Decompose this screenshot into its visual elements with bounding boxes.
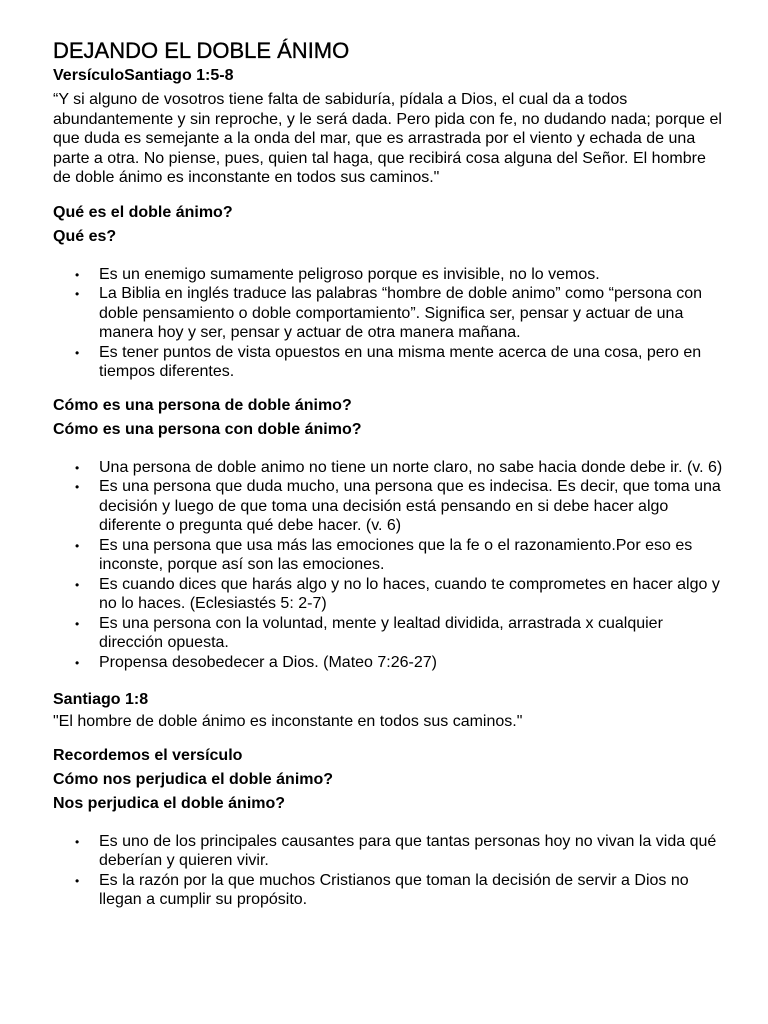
bullet-icon: •: [75, 480, 80, 494]
list-item: • Es una persona con la voluntad, mente y lealtad dividida, arrastrada x cualquier dirección opuesta.: [75, 614, 663, 651]
list-item: • Es tener puntos de vista opuestos en una misma mente acerca de una cosa, pero en tiempos diferentes.: [75, 343, 702, 380]
section4-list: [53, 832, 723, 910]
bullet-icon: •: [75, 873, 80, 888]
section1-list: [53, 265, 723, 382]
bullet-icon: •: [75, 538, 80, 553]
list-item: • Es cuando dices que harás algo y no lo haces, cuando te comprometes en hacer algo y no lo haces. (Eclesiastés 5: 2-7): [75, 575, 720, 612]
list-item: • Es una persona que usa más las emociones que la fe o el razonamiento.Por eso es inconste, porque así son las emociones.: [75, 536, 693, 573]
section1-heading: Qué es el doble ánimo?: [53, 203, 233, 221]
verse-text: “Y si alguno de vosotros tiene falta de sabiduría, pídala a Dios, el cual da a todos abundantemente y sin reproche, y le será dada. Pero pida con fe, no dudando nada; porque el que duda es semejante a la onda del mar, que es arrastrada por el viento y echada de una parte a otra. No piense, pues, quien tal haga, que recibirá cosa alguna del Señor. El hombre de doble ánimo es inconstante en todos sus caminos.": [53, 91, 722, 186]
section4-subheading-2: Nos perjudica el doble ánimo?: [53, 794, 286, 812]
bullet-icon: •: [75, 616, 80, 631]
bullet-icon: •: [75, 577, 80, 592]
page-title: DEJANDO EL DOBLE ÁNIMO: [53, 38, 350, 63]
section1-subheading: Qué es?: [53, 227, 117, 245]
list-item: • Es un enemigo sumamente peligroso porque es invisible, no lo vemos.: [53, 265, 723, 285]
bullet-icon: •: [75, 460, 80, 475]
bullet-icon: •: [75, 345, 80, 360]
bullet-icon: •: [75, 834, 80, 849]
verse-reference: VersículoSantiago 1:5-8: [53, 67, 234, 84]
list-item: • Es la razón por la que muchos Cristianos que toman la decisión de servir a Dios no llegan a cumplir su propósito.: [75, 871, 689, 908]
bullet-icon: •: [75, 267, 80, 282]
bullet-icon: •: [75, 655, 80, 670]
section3-quote: "El hombre de doble ánimo es inconstante en todos sus caminos.": [53, 713, 523, 730]
list-item: • Una persona de doble animo no tiene un norte claro, no sabe hacia donde debe ir. (v. 6): [53, 458, 723, 478]
section2-heading: Cómo es una persona de doble ánimo?: [53, 396, 352, 414]
section4-heading: Recordemos el versículo: [53, 746, 243, 764]
document-body: [53, 36, 723, 910]
list-item: • Es uno de los principales causantes para que tantas personas hoy no vivan la vida qué deberían y quieren vivir.: [75, 832, 717, 869]
section3-heading: Santiago 1:8: [53, 691, 149, 708]
section2-subheading: Cómo es una persona con doble ánimo?: [53, 420, 362, 438]
list-item: • La Biblia en inglés traduce las palabras “hombre de doble animo” como “persona con doble pensamiento o doble comportamiento”. Significa ser, pensar y actuar de una manera hoy y ser, pensar y actuar de otra manera mañana.: [75, 285, 703, 341]
list-item: • Es una persona que duda mucho, una persona que es indecisa. Es decir, que toma una decisión y luego de que toma una decisión está pensando en si debe hacer algo diferente o pregunta qué debe hacer. (v. 6): [75, 478, 721, 534]
list-item: • Propensa desobedecer a Dios. (Mateo 7:26-27): [53, 653, 723, 673]
section2-list: [53, 458, 723, 673]
bullet-icon: •: [75, 287, 80, 301]
section4-subheading: Cómo nos perjudica el doble ánimo?: [53, 770, 334, 788]
